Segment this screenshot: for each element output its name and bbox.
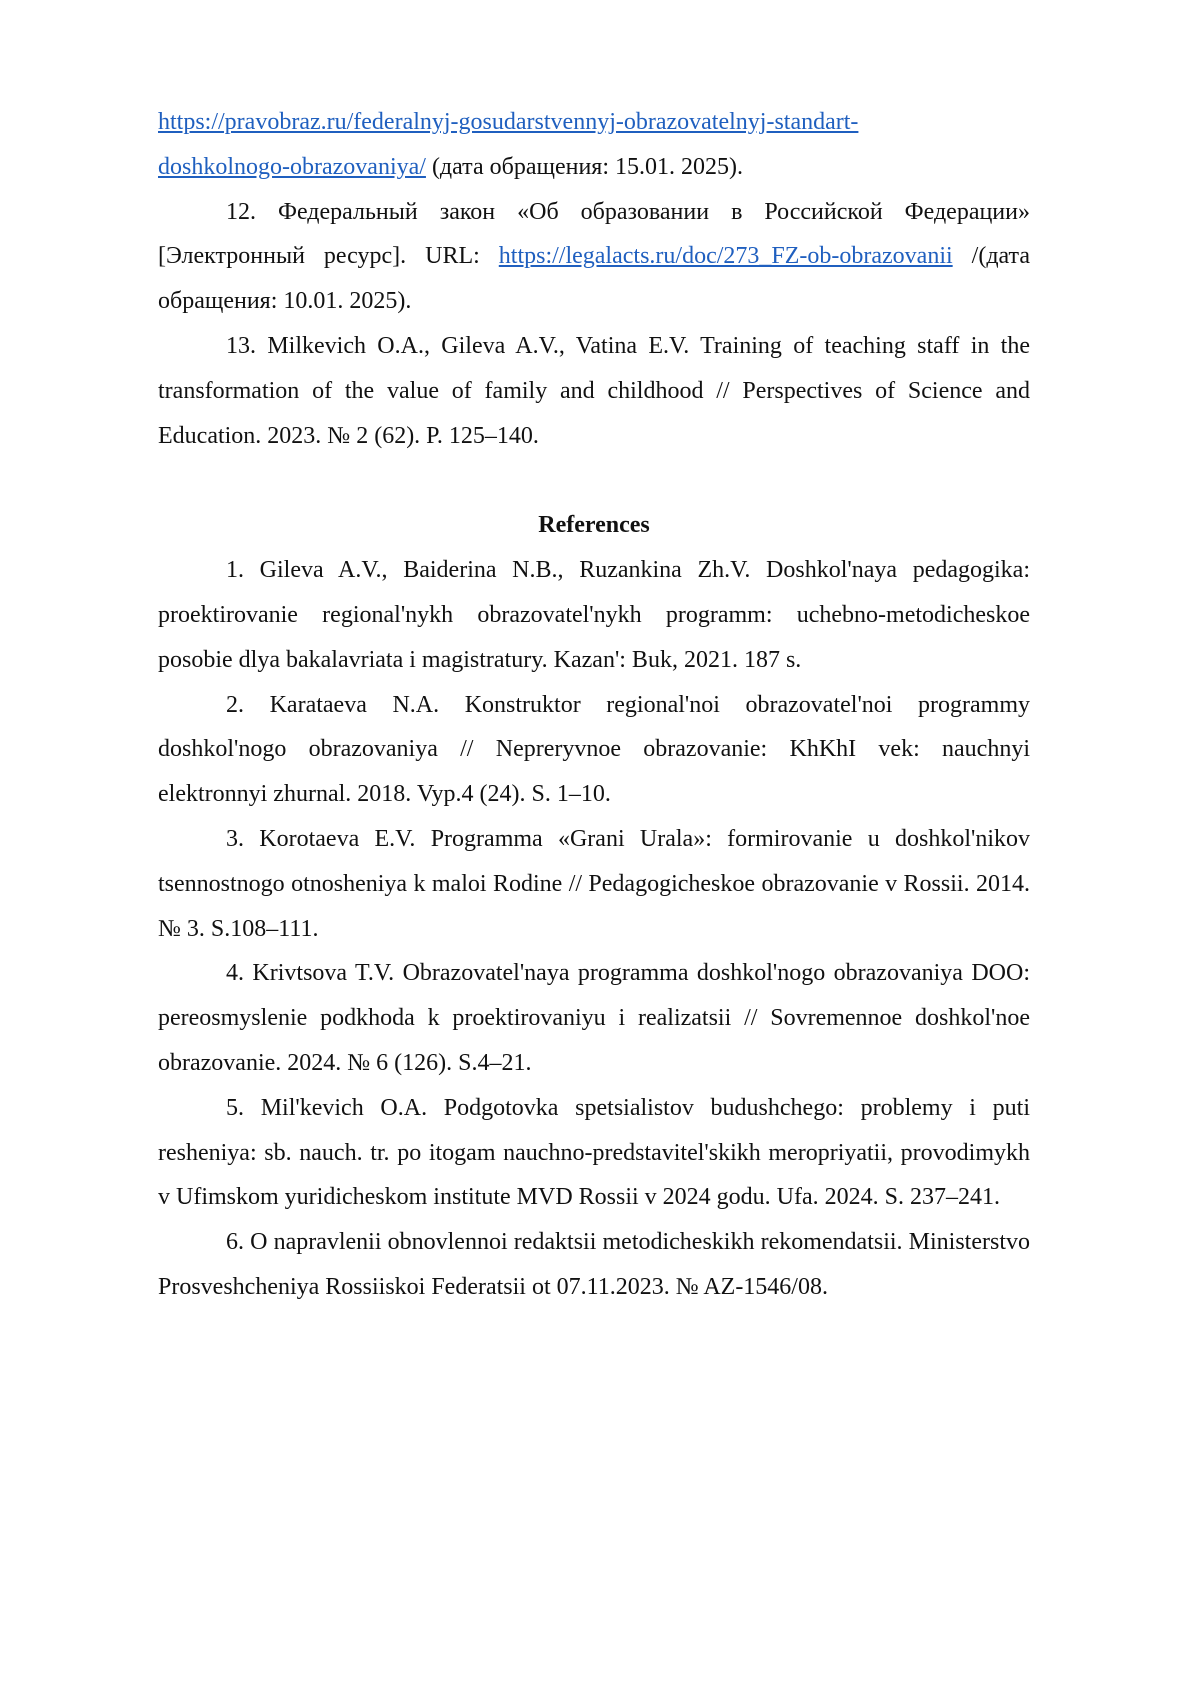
reference-text: Karataeva N.A. Konstruktor regional'noi obrazovatel'noi programmy doshkol'nogo obrazovaniya // Nepreryvnoe obrazovanie: KhKhI vek: nauchnyi elektronnyi zhurnal. 2018. Vyp.4 (24). S. 1–10.: [158, 691, 1030, 808]
reference-text: O napravlenii obnovlennoi redaktsii metodicheskikh rekomendatsii. Ministerstvo Prosveshcheniya Rossiiskoi Federatsii ot 07.11.2023. № AZ-1546/08.: [158, 1229, 1030, 1300]
reference-12: [158, 190, 1030, 324]
reference-number: 4.: [226, 960, 244, 987]
reference-number: 13.: [226, 332, 256, 359]
reference-11-access-date: (дата обращения: 15.01. 2025).: [425, 153, 743, 180]
reference-text: Krivtsova T.V. Obrazovatel'naya programma doshkol'nogo obrazovaniya DOO: pereosmyslenie podkhoda k proektirovaniyu i realizatsii // Sovremennoe doshkol'noe obrazovanie. 2024. № 6 (126). S.4–21.: [158, 960, 1030, 1076]
reference-item: [158, 1220, 1030, 1310]
document-page: [158, 100, 1030, 1310]
reference-number: 1.: [226, 557, 244, 584]
reference-13: [158, 324, 1030, 458]
reference-number: 6.: [226, 1229, 244, 1256]
reference-number: 5.: [226, 1094, 244, 1121]
reference-item: [158, 951, 1030, 1085]
reference-number: 3.: [226, 825, 244, 852]
reference-text: Korotaeva E.V. Programma «Grani Urala»: formirovanie u doshkol'nikov tsennostnogo otnosheniya k maloi Rodine // Pedagogicheskoe obrazovanie v Rossii. 2014. № 3. S.108–111.: [158, 825, 1030, 942]
reference-11-link-line1: https://pravobraz.ru/federalnyj-gosudarstvennyj-obrazovatelnyj-standart-: [158, 109, 859, 135]
reference-text: Milkevich O.A., Gileva A.V., Vatina E.V. Training of teaching staff in the transformation of the value of family and childhood // Perspectives of Science and Education. 2023. № 2 (62). P. 125–140.: [158, 332, 1030, 449]
reference-item: [158, 683, 1030, 817]
reference-12-access-date: /(дата обращения: 10.01. 2025).: [158, 243, 1030, 315]
reference-item: [158, 1086, 1030, 1220]
reference-item: [158, 817, 1030, 951]
references-heading: References: [538, 512, 650, 539]
reference-11-continuation: [158, 100, 1030, 190]
reference-text: Федеральный закон «Об образовании в Российской Федерации» [Электронный ресурс]. URL:: [158, 198, 1030, 270]
reference-text: Gileva A.V., Baiderina N.B., Ruzankina Zh.V. Doshkol'naya pedagogika: proektirovanie regional'nykh obrazovatel'nykh programm: uchebno-metodicheskoe posobie dlya bakalavriata i magistratury. Kazan': Buk, 2021. 187 s.: [158, 557, 1030, 673]
reference-text: Mil'kevich O.A. Podgotovka spetsialistov budushchego: problemy i puti resheniya: sb. nauch. tr. po itogam nauchno-predstavitel'skikh meropriyatii, provodimykh v Ufimskom yuridicheskom institute MVD Rossii v 2024 godu. Ufa. 2024. S. 237–241.: [158, 1094, 1030, 1211]
reference-11-link-line2: doshkolnogo-obrazovaniya/: [158, 153, 426, 180]
reference-12-link[interactable]: https://legalacts.ru/doc/273_FZ-ob-obrazovanii: [498, 243, 953, 270]
reference-item: [158, 548, 1030, 682]
reference-number: 12.: [226, 198, 256, 225]
reference-number: 2.: [226, 691, 244, 718]
